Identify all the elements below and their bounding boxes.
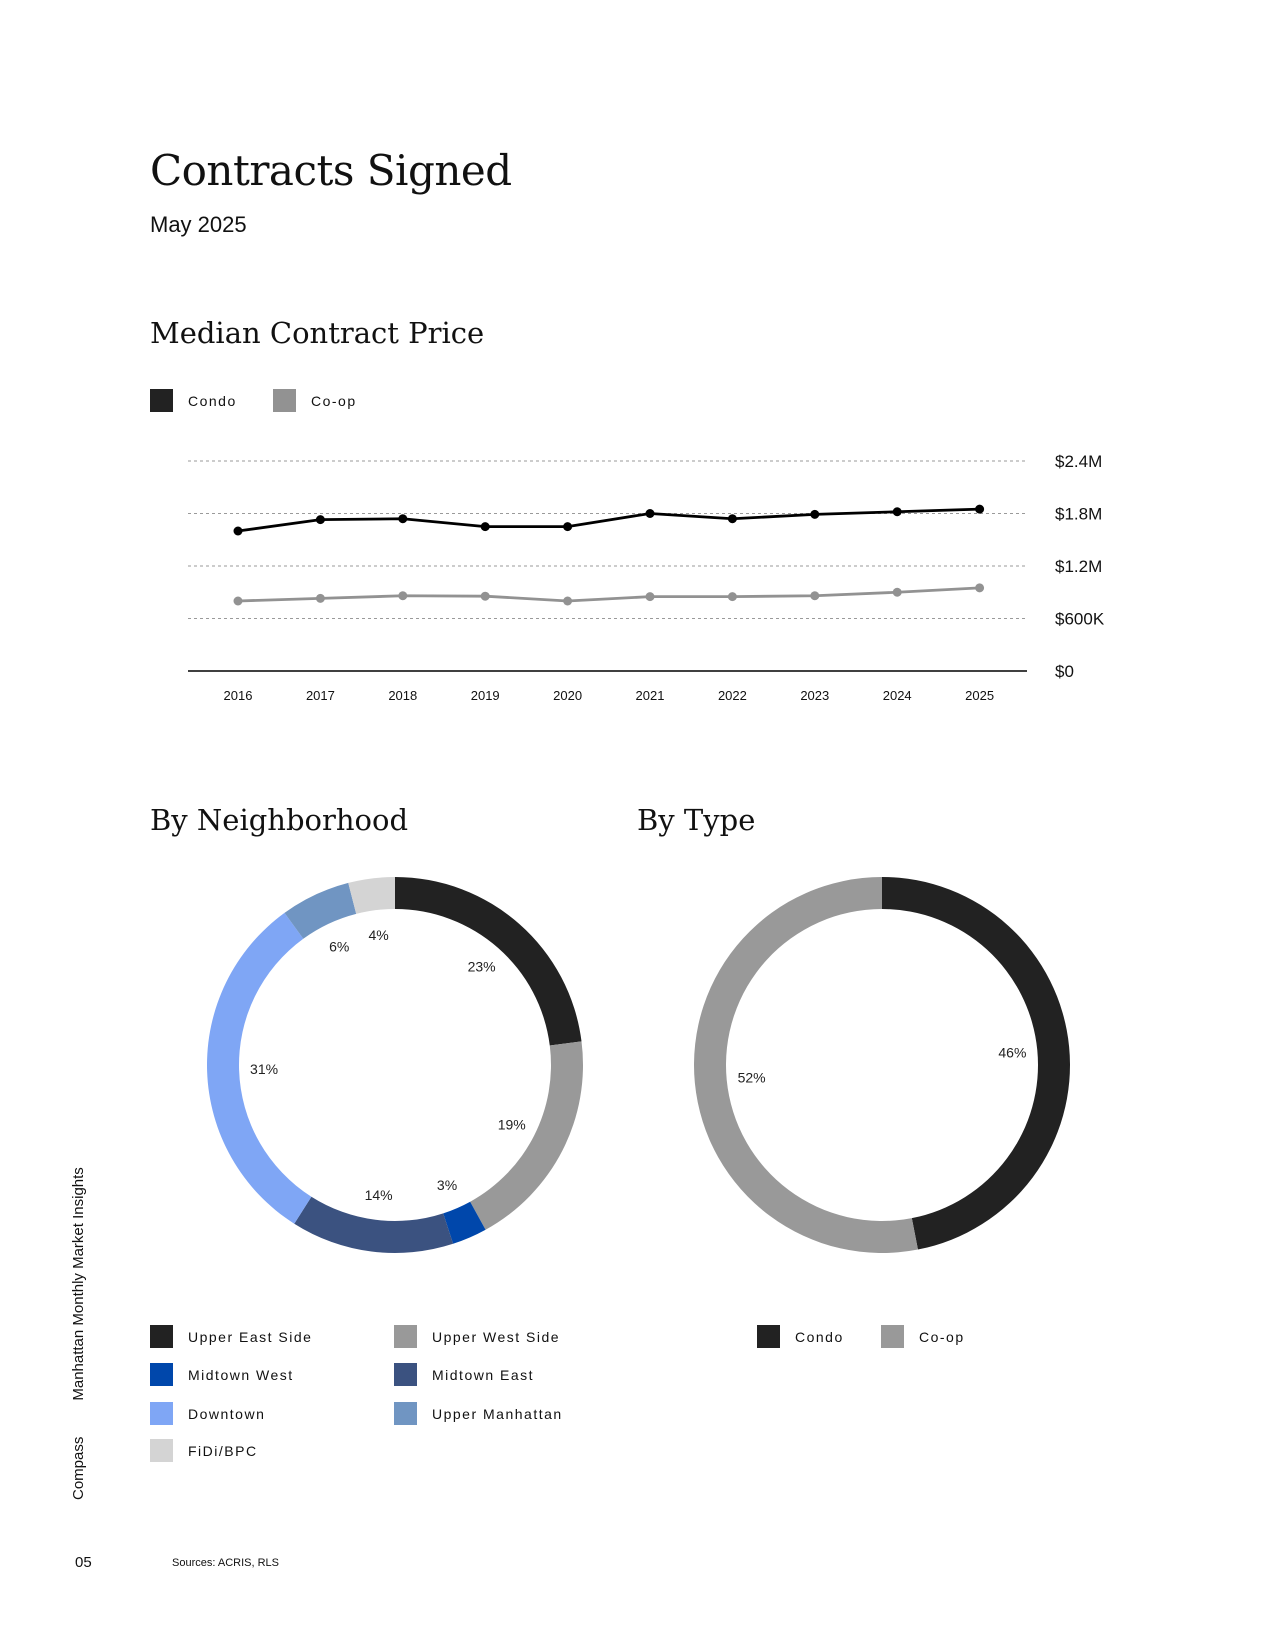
donut-slice-label: 23% bbox=[467, 958, 496, 975]
publication-name: Manhattan Monthly Market Insights bbox=[70, 1167, 87, 1401]
neighborhood-donut-chart bbox=[195, 865, 595, 1265]
legend-swatch bbox=[757, 1325, 780, 1348]
legend-swatch bbox=[150, 1402, 173, 1425]
y-tick-label: $1.2M bbox=[1055, 557, 1103, 576]
data-point bbox=[728, 514, 737, 523]
data-point bbox=[398, 514, 407, 523]
donut-slice-label: 19% bbox=[497, 1116, 526, 1133]
y-tick-label: $1.8M bbox=[1055, 504, 1103, 524]
data-point bbox=[893, 588, 902, 597]
legend-item-upper-manhattan bbox=[394, 1402, 563, 1425]
y-tick-label: $0 bbox=[1055, 662, 1074, 681]
data-point bbox=[975, 583, 984, 592]
data-point bbox=[398, 591, 407, 600]
x-tick-label: 2022 bbox=[717, 688, 747, 703]
data-point bbox=[316, 515, 325, 524]
x-tick-label: 2024 bbox=[882, 688, 912, 703]
data-point bbox=[316, 594, 325, 603]
donut-slice-fidi-bpc bbox=[348, 877, 395, 914]
type-chart-title: By Type bbox=[637, 803, 756, 837]
data-point bbox=[810, 510, 819, 519]
legend-label: Upper Manhattan bbox=[432, 1405, 563, 1422]
legend-item-downtown bbox=[150, 1402, 265, 1425]
legend-item-midtown-east bbox=[394, 1363, 534, 1386]
legend-swatch bbox=[394, 1325, 417, 1348]
data-point bbox=[234, 597, 243, 606]
data-point bbox=[646, 509, 655, 518]
sources-note: Sources: ACRIS, RLS bbox=[172, 1557, 279, 1569]
donut-slice-label: 46% bbox=[998, 1044, 1027, 1061]
donut-slice-label: 6% bbox=[329, 938, 350, 955]
legend-swatch bbox=[150, 1363, 173, 1386]
legend-label: Midtown East bbox=[432, 1366, 535, 1383]
series-line-co-op bbox=[238, 588, 980, 601]
page-title: Contracts Signed bbox=[150, 146, 512, 195]
x-tick-label: 2023 bbox=[800, 688, 830, 703]
donut-slice-label: 14% bbox=[364, 1186, 393, 1203]
data-point bbox=[646, 592, 655, 601]
brand-name: Compass bbox=[70, 1436, 87, 1500]
y-tick-label: $2.4M bbox=[1055, 452, 1103, 471]
donut-slice-midtown-east bbox=[294, 1197, 453, 1253]
legend-label: Downtown bbox=[188, 1405, 266, 1422]
series-line-condo bbox=[238, 509, 980, 531]
legend-label: Upper West Side bbox=[432, 1328, 561, 1345]
legend-label: Co-op bbox=[919, 1328, 965, 1345]
data-point bbox=[728, 592, 737, 601]
x-tick-label: 2018 bbox=[388, 688, 418, 703]
legend-label: FiDi/BPC bbox=[188, 1442, 258, 1459]
data-point bbox=[893, 507, 902, 516]
donut-slice-co-op bbox=[694, 877, 918, 1253]
legend-swatch bbox=[394, 1363, 417, 1386]
x-tick-label: 2019 bbox=[470, 688, 500, 703]
data-point bbox=[563, 522, 572, 531]
x-tick-label: 2016 bbox=[223, 688, 253, 703]
y-tick-label: $600K bbox=[1055, 609, 1105, 629]
data-point bbox=[481, 592, 490, 601]
legend-swatch bbox=[394, 1402, 417, 1425]
page-subtitle: May 2025 bbox=[150, 212, 247, 237]
legend-label: Midtown West bbox=[188, 1366, 294, 1383]
neighborhood-chart-title: By Neighborhood bbox=[150, 803, 409, 837]
legend-swatch bbox=[150, 1325, 173, 1348]
legend-item-co-op bbox=[881, 1325, 965, 1348]
median-price-line-chart bbox=[0, 0, 1275, 720]
type-donut-chart bbox=[682, 865, 1082, 1265]
legend-label: Upper East Side bbox=[188, 1328, 313, 1345]
legend-item-midtown-west bbox=[150, 1363, 294, 1386]
donut-slice-upper-west-side bbox=[470, 1041, 583, 1229]
x-tick-label: 2020 bbox=[553, 688, 583, 703]
legend-label: Condo bbox=[188, 392, 237, 409]
line-chart-title: Median Contract Price bbox=[150, 316, 485, 350]
data-point bbox=[481, 522, 490, 531]
donut-slice-label: 3% bbox=[436, 1177, 458, 1194]
donut-slice-label: 4% bbox=[368, 927, 389, 944]
x-tick-label: 2025 bbox=[965, 688, 995, 703]
legend-swatch bbox=[881, 1325, 904, 1348]
legend-label: Condo bbox=[795, 1328, 844, 1345]
data-point bbox=[810, 591, 819, 600]
legend-swatch bbox=[150, 1439, 173, 1462]
x-tick-label: 2021 bbox=[635, 688, 665, 703]
donut-slice-condo bbox=[882, 877, 1070, 1250]
donut-slice-label: 52% bbox=[737, 1069, 766, 1086]
data-point bbox=[975, 505, 984, 514]
side-running-header bbox=[70, 1080, 87, 1500]
page-number: 05 bbox=[75, 1554, 92, 1571]
data-point bbox=[234, 527, 243, 536]
legend-label: Co-op bbox=[311, 392, 357, 409]
legend-item-upper-west-side bbox=[394, 1325, 560, 1348]
x-tick-label: 2017 bbox=[305, 688, 335, 703]
data-point bbox=[563, 597, 572, 606]
legend-item-condo bbox=[757, 1325, 844, 1348]
donut-slice-label: 31% bbox=[250, 1061, 279, 1078]
legend-item-fidi-bpc bbox=[150, 1439, 258, 1462]
legend-item-upper-east-side bbox=[150, 1325, 312, 1348]
